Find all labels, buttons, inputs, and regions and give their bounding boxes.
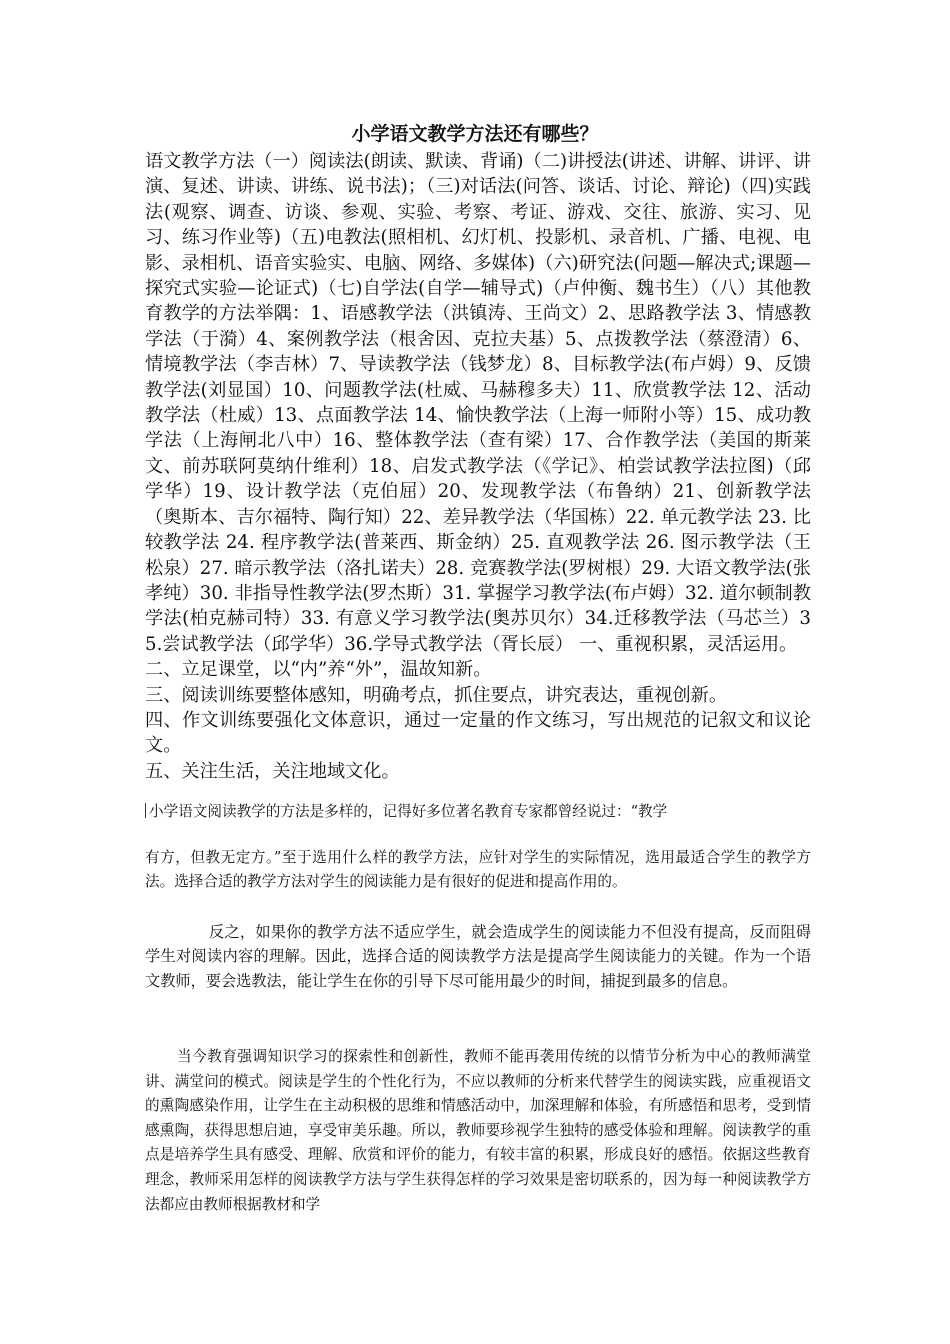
point-4: 四、作文训练要强化文体意识，通过一定量的作文练习，写出规范的记叙文和议论文。 [145, 709, 811, 757]
document-title: 小学语文教学方法还有哪些？ [351, 123, 599, 145]
point-2: 二、立足课堂，以“内”养“外”，温故知新。 [145, 659, 492, 681]
quote-line-block [145, 800, 811, 824]
point-3: 三、阅读训练要整体感知，明确考点，抓住要点，讲究表达，重视创新。 [145, 684, 728, 706]
text-cursor [145, 803, 146, 818]
continuation-paragraph: 有方，但教无定方。”至于选用什么样的教学方法，应针对学生的实际情况，选用最适合学生的教学方法。选择合适的教学方法对学生的阅读能力是有很好的促进和提高作用的。 [145, 849, 811, 890]
today-paragraph: 当今教育强调知识学习的探索性和创新性，教师不能再袭用传统的以情节分析为中心的教师满堂讲、满堂问的模式。阅读是学生的个性化行为，不应以教师的分析来代替学生的阅读实践，应重视语文的熏陶感染作用，让学生在主动积极的思维和情感活动中，加深理解和体验，有所感悟和思考，受到情感熏陶，获得思想启迪，享受审美乐趣。所以，教师要珍视学生独特的感受体验和理解。阅读教学的重点是培养学生具有感受、理解、欣赏和评价的能力，有较丰富的积累，形成良好的感悟。依据这些教育理念，教师采用怎样的阅读教学方法与学生获得怎样的学习效果是密切联系的，因为每一种阅读教学方法都应由教师根据教材和学 [145, 1048, 811, 1213]
point-5: 五、关注生活，关注地域文化。 [145, 760, 400, 782]
methods-paragraph: 语文教学方法（一）阅读法(朗读、默读、背诵)（二)讲授法(讲述、讲解、讲评、讲演、复述、讲读、讲练、说书法)；（三)对话法(问答、谈话、讨论、辩论)（四)实践法(观察、调查、访谈、参观、实验、考察、考证、游戏、交往、旅游、实习、见习、练习作业等)（五)电教法(照相机、幻灯机、投影机、录音机、广播、电视、电影、录相机、语音实验实、电脑、网络、多媒体)（六)研究法(问题—解决式;课题—探究式实验—论证式)（七)自学法(自学—辅导式)（卢仲衡、魏书生）（八）其他教育教学的方法举隅：1、语感教学法（洪镇涛、王尚文）2、思路教学法 3、情感教学法（于漪）4、案例教学法（根舍因、克拉夫基）5、点拨教学法（蔡澄清）6、情境教学法（李吉林）7、导读教学法（钱梦龙）8、目标教学法(布卢姆）9、反馈教学法(刘显国）10、问题教学法(杜威、马赫穆多夫）11、欣赏教学法 12、活动教学法（杜威）13、点面教学法 14、愉快教学法（上海一师附小等）15、成功教学法（上海闸北八中）16、整体教学法（查有梁）17、合作教学法（美国的斯莱文、前苏联阿莫纳什维利）18、启发式教学法（《学记》、柏尝试教学法拉图)（邱学华）19、设计教学法（克伯屈）20、发现教学法（布鲁纳）21、创新教学法（奥斯本、吉尔福特、陶行知）22、差异教学法（华国栋）22. 单元教学法 23. 比较教学法 24. 程序教学法(普莱西、斯金纳）25. 直观教学法 26. 图示教学法（王松泉）27. 暗示教学法（洛扎诺夫）28. 竞赛教学法(罗树根）29. 大语文教学法(张孝纯）30. 非指导性教学法(罗杰斯）31. 掌握学习教学法(布卢姆）32. 道尔顿制教学法(柏克赫司特）33. 有意义学习教学法(奥苏贝尔）34.迁移教学法（马芯兰）35.尝试教学法（邱学华）36.学导式教学法（胥长辰） 一、重视积累，灵活运用。 [145, 151, 811, 655]
methods-section [145, 149, 811, 784]
contrary-paragraph: 反之，如果你的教学方法不适应学生，就会造成学生的阅读能力不但没有提高，反而阻碍学生对阅读内容的理解。因此，选择合适的阅读教学方法是提高学生阅读能力的关键。作为一个语文教师，要会选教法，能让学生在你的引导下尽可能用最少的时间，捕捉到最多的信息。 [145, 923, 811, 990]
quote-line: 小学语文阅读教学的方法是多样的，记得好多位著名教育专家都曾经说过：“教学 [149, 803, 668, 820]
